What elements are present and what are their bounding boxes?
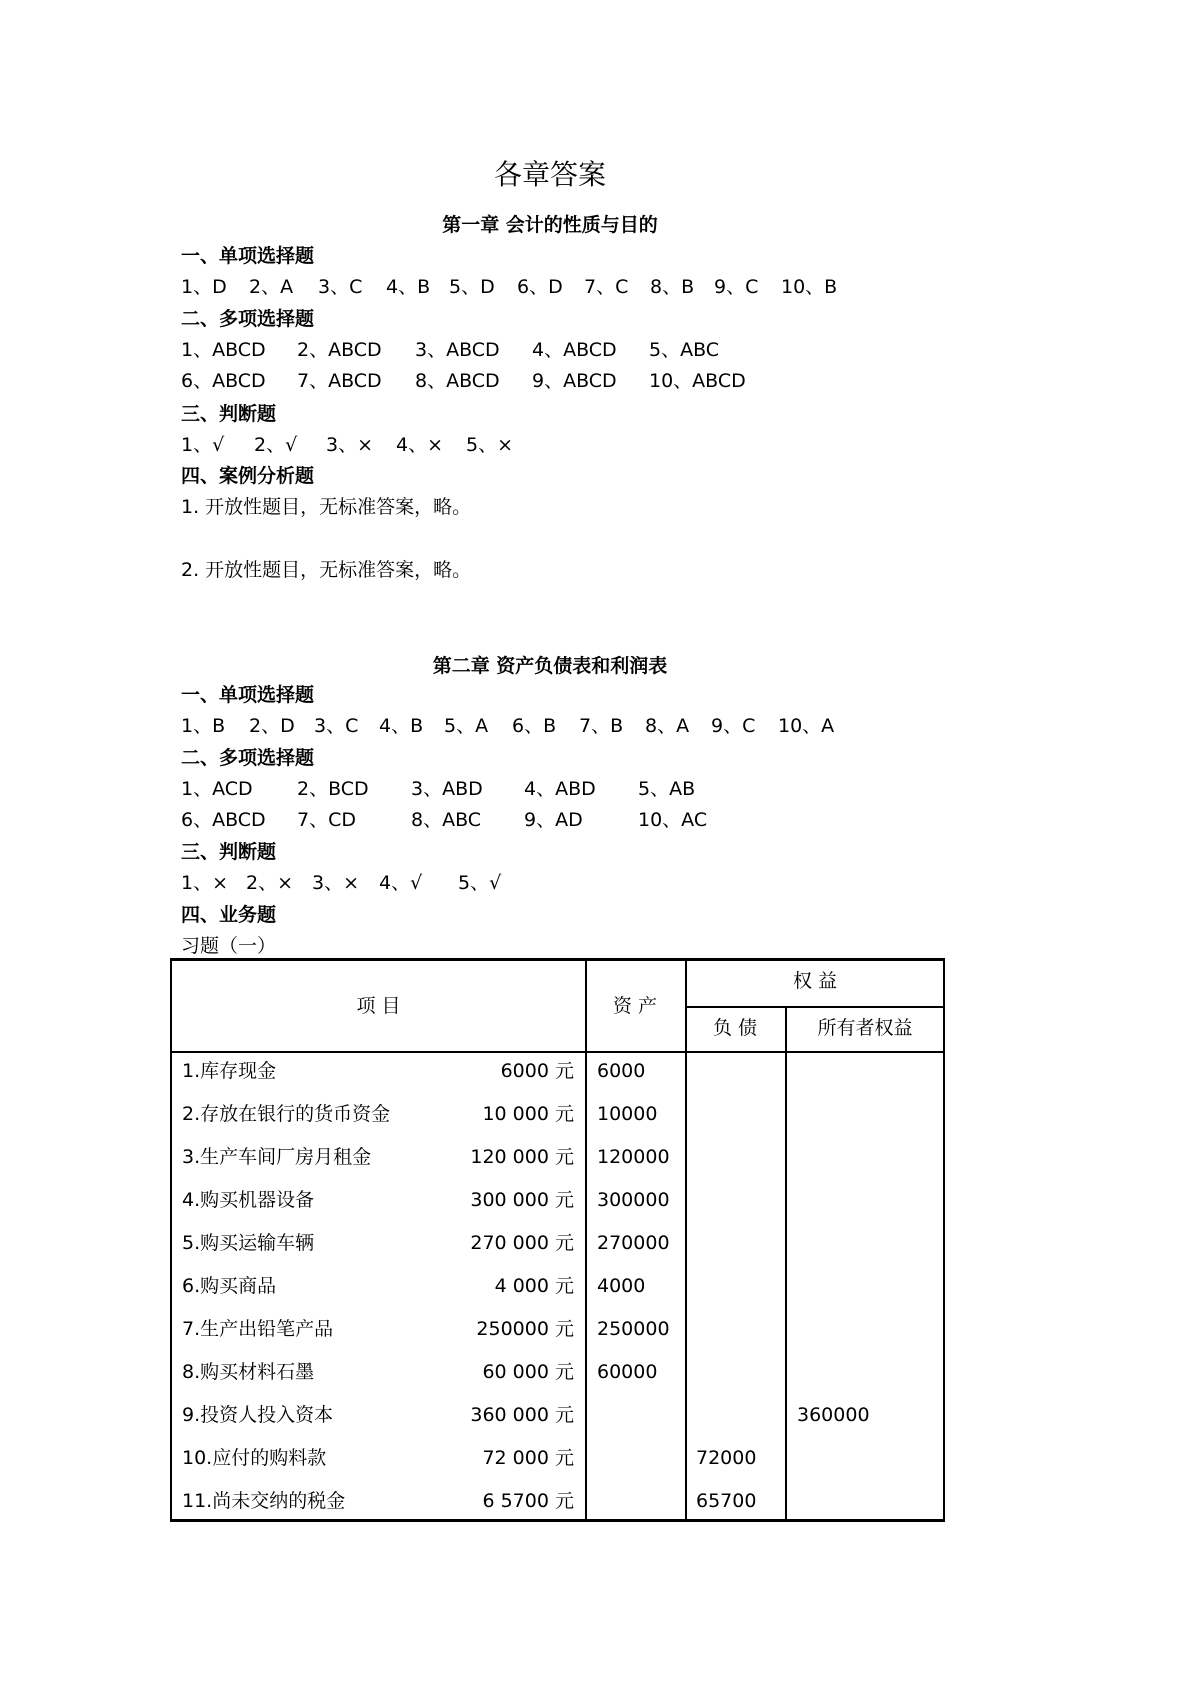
answer-item: 9、ABCD — [532, 370, 617, 392]
row-amount: 250000 元 — [476, 1318, 574, 1340]
row-item: 8.购买材料石墨 — [182, 1361, 315, 1383]
answer-item: 4、√ — [379, 872, 423, 894]
row-amount: 360 000 元 — [470, 1404, 574, 1426]
row-item: 10.应付的购料款 — [182, 1447, 327, 1469]
balance-table — [170, 958, 945, 1522]
answer-item: 3、ABCD — [415, 339, 500, 361]
answer-item: 6、B — [512, 715, 557, 737]
answer-item: 1、D — [181, 276, 227, 298]
row-amount: 300 000 元 — [470, 1189, 574, 1211]
answer-item: 10、B — [781, 276, 838, 298]
answer-item: 2、ABCD — [297, 339, 382, 361]
row-item: 6.购买商品 — [182, 1275, 277, 1297]
row-amount: 120 000 元 — [470, 1146, 574, 1168]
row-liability: 65700 — [696, 1490, 757, 1512]
answer-item: 7、CD — [297, 809, 356, 831]
page-title: 各章答案 — [493, 158, 606, 191]
ch1-sec4-title: 四、案例分析题 — [181, 465, 315, 487]
row-asset: 300000 — [597, 1189, 670, 1211]
chapter2-title: 第二章 资产负债表和利润表 — [432, 655, 668, 677]
exercise-label: 习题（一） — [181, 935, 277, 957]
row-divider — [172, 1051, 943, 1053]
answer-item: 2、BCD — [297, 778, 369, 800]
answer-item: 3、× — [326, 434, 374, 456]
row-amount: 60 000 元 — [482, 1361, 574, 1383]
answer-item: 8、A — [645, 715, 690, 737]
header-equity: 权 益 — [792, 970, 838, 992]
ch2-sec2-title: 二、多项选择题 — [181, 747, 315, 769]
answer-item: 4、ABCD — [532, 339, 617, 361]
row-amount: 270 000 元 — [470, 1232, 574, 1254]
chapter1-title: 第一章 会计的性质与目的 — [442, 214, 658, 236]
ch2-sec1-title: 一、单项选择题 — [181, 684, 315, 706]
header-owner-equity: 所有者权益 — [817, 1017, 913, 1039]
answer-item: 4、× — [396, 434, 444, 456]
ch2-sec4-title: 四、业务题 — [181, 904, 277, 926]
row-item: 7.生产出铅笔产品 — [182, 1318, 334, 1340]
row-amount: 72 000 元 — [482, 1447, 574, 1469]
answer-item: 7、B — [579, 715, 624, 737]
answer-item: 5、× — [466, 434, 514, 456]
row-item: 9.投资人投入资本 — [182, 1404, 334, 1426]
answer-item: 2、A — [249, 276, 294, 298]
answer-item: 6、D — [517, 276, 563, 298]
row-item: 3.生产车间厂房月租金 — [182, 1146, 372, 1168]
answer-item: 5、D — [449, 276, 495, 298]
row-item: 5.购买运输车辆 — [182, 1232, 315, 1254]
answer-item: 5、AB — [638, 778, 696, 800]
answer-item: 10、AC — [638, 809, 708, 831]
answer-item: 5、A — [444, 715, 489, 737]
answer-item: 9、AD — [524, 809, 583, 831]
ch1-case1: 1. 开放性题目，无标准答案，略。 — [181, 496, 472, 518]
header-item: 项 目 — [356, 995, 401, 1017]
answer-item: 2、D — [249, 715, 295, 737]
row-owner-equity: 360000 — [797, 1404, 870, 1426]
row-item: 2.存放在银行的货币资金 — [182, 1103, 391, 1125]
answer-item: 10、ABCD — [649, 370, 746, 392]
answer-item: 4、B — [379, 715, 424, 737]
col-divider — [685, 961, 687, 1519]
answer-item: 10、A — [778, 715, 835, 737]
answer-item: 2、× — [246, 872, 294, 894]
row-asset: 6000 — [597, 1060, 646, 1082]
answer-item: 6、ABCD — [181, 370, 266, 392]
row-asset: 120000 — [597, 1146, 670, 1168]
row-item: 11.尚未交纳的税金 — [182, 1490, 346, 1512]
answer-item: 5、√ — [458, 872, 502, 894]
row-asset: 10000 — [597, 1103, 658, 1125]
answer-item: 4、ABD — [524, 778, 596, 800]
ch1-sec2-title: 二、多项选择题 — [181, 308, 315, 330]
answer-item: 8、ABCD — [415, 370, 500, 392]
ch2-sec3-title: 三、判断题 — [181, 841, 277, 863]
answer-item: 1、√ — [181, 434, 225, 456]
row-asset: 270000 — [597, 1232, 670, 1254]
answer-item: 7、ABCD — [297, 370, 382, 392]
ch1-sec3-title: 三、判断题 — [181, 403, 277, 425]
header-asset: 资 产 — [612, 995, 658, 1017]
answer-item: 1、ABCD — [181, 339, 266, 361]
row-amount: 10 000 元 — [482, 1103, 574, 1125]
header-liability: 负 债 — [712, 1017, 758, 1039]
row-asset: 250000 — [597, 1318, 670, 1340]
row-asset: 4000 — [597, 1275, 646, 1297]
row-divider — [685, 1006, 943, 1008]
answer-item: 4、B — [386, 276, 431, 298]
answer-item: 3、C — [318, 276, 363, 298]
row-amount: 4 000 元 — [494, 1275, 574, 1297]
answer-item: 6、ABCD — [181, 809, 266, 831]
answer-item: 9、C — [714, 276, 759, 298]
row-amount: 6000 元 — [500, 1060, 574, 1082]
answer-item: 8、B — [650, 276, 695, 298]
answer-item: 5、ABC — [649, 339, 720, 361]
answer-item: 7、C — [584, 276, 629, 298]
answer-item: 1、B — [181, 715, 226, 737]
col-divider — [585, 961, 587, 1519]
col-divider — [785, 1006, 787, 1519]
ch1-sec1-title: 一、单项选择题 — [181, 245, 315, 267]
answer-item: 3、ABD — [411, 778, 483, 800]
answer-item: 3、× — [312, 872, 360, 894]
answer-item: 8、ABC — [411, 809, 482, 831]
row-asset: 60000 — [597, 1361, 658, 1383]
answer-item: 9、C — [711, 715, 756, 737]
answer-item: 1、ACD — [181, 778, 253, 800]
answer-item: 1、× — [181, 872, 229, 894]
row-liability: 72000 — [696, 1447, 757, 1469]
ch1-case2: 2. 开放性题目，无标准答案，略。 — [181, 559, 472, 581]
row-item: 4.购买机器设备 — [182, 1189, 315, 1211]
answer-item: 2、√ — [254, 434, 298, 456]
row-amount: 6 5700 元 — [482, 1490, 574, 1512]
row-item: 1.库存现金 — [182, 1060, 277, 1082]
answer-item: 3、C — [314, 715, 359, 737]
